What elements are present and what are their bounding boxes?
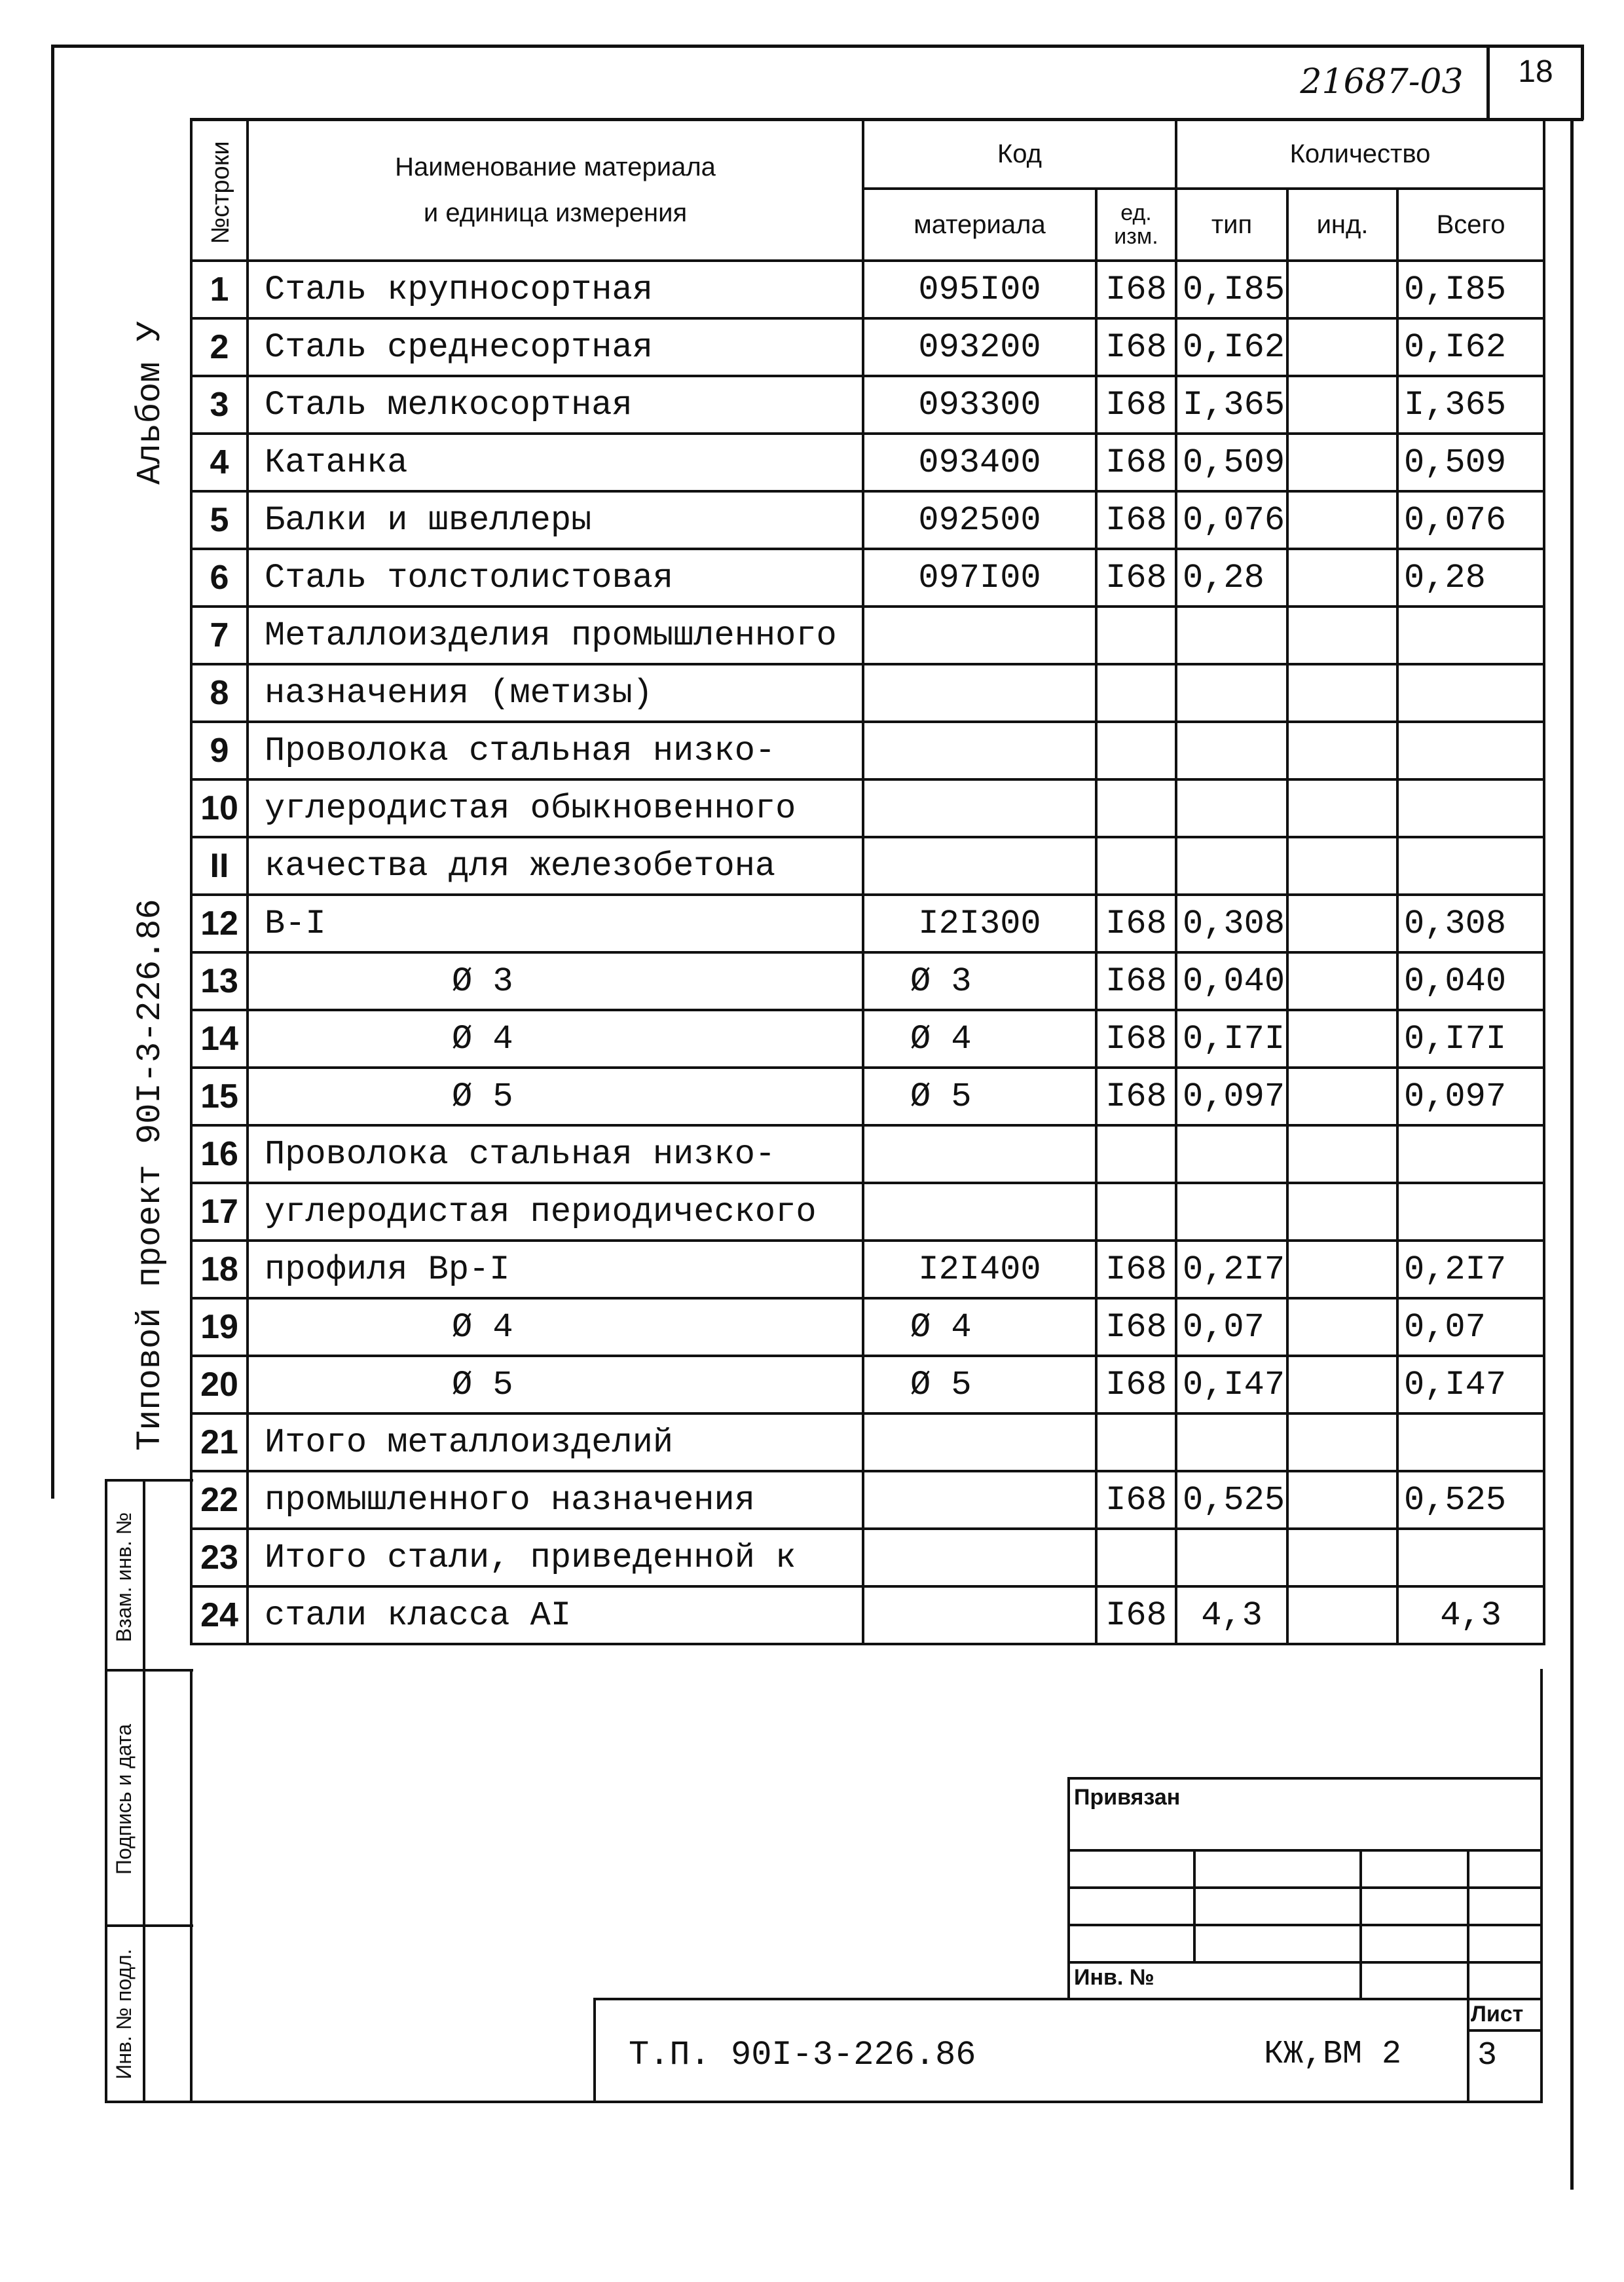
qty-ind [1287,1183,1397,1241]
table-row [191,1068,1544,1125]
qty-type [1176,837,1287,895]
unit-code: I68 [1096,491,1176,549]
row-number: 12 [191,895,248,952]
qty-ind [1287,1413,1397,1471]
table-row [191,376,1544,434]
unit-code [1096,664,1176,722]
qty-ind [1287,261,1397,318]
row-number: 21 [191,1413,248,1471]
stamp-label-replace-inv: Взам. инв. № [112,1512,136,1643]
qty-type: 0,I62 [1176,318,1287,376]
qty-ind [1287,1068,1397,1125]
material-code [863,1183,1096,1241]
row-number: II [191,837,248,895]
tb-hline-4 [1067,1961,1543,1964]
header-quantity: Количество [1176,119,1544,189]
material-code: 097I00 [863,549,1096,607]
qty-total: 0,040 [1397,952,1544,1010]
qty-ind [1287,607,1397,664]
material-name: Балки и швеллеры [248,491,863,549]
table-row [191,1183,1544,1241]
unit-code [1096,837,1176,895]
table-row [191,895,1544,952]
material-code: 092500 [863,491,1096,549]
qty-type [1176,664,1287,722]
qty-total: 0,525 [1397,1471,1544,1529]
sheet-value: 3 [1477,2037,1498,2074]
qty-type [1176,1183,1287,1241]
material-name: Сталь крупносортная [248,261,863,318]
qty-type [1176,1529,1287,1586]
table-row [191,837,1544,895]
qty-ind [1287,895,1397,952]
material-code: I2I300 [863,895,1096,952]
table-row [191,1010,1544,1068]
qty-ind [1287,1241,1397,1298]
qty-type [1176,779,1287,837]
qty-ind [1287,952,1397,1010]
qty-total [1397,1183,1544,1241]
frame-left-line [51,45,54,1499]
row-number: 7 [191,607,248,664]
table-row [191,722,1544,779]
qty-ind [1287,1586,1397,1644]
qty-type: 0,2I7 [1176,1241,1287,1298]
row-number: 4 [191,434,248,491]
row-number: 15 [191,1068,248,1125]
frame-top-line [51,45,1583,48]
material-name: В-I [248,895,863,952]
qty-type: 0,076 [1176,491,1287,549]
material-code: Ø 5 [863,1356,1096,1413]
table-row [191,434,1544,491]
row-number: 17 [191,1183,248,1241]
material-code: 095I00 [863,261,1096,318]
qty-total [1397,722,1544,779]
qty-ind [1287,1471,1397,1529]
unit-code: I68 [1096,952,1176,1010]
qty-total: 0,308 [1397,895,1544,952]
qty-total [1397,1529,1544,1586]
qty-type: 0,509 [1176,434,1287,491]
qty-total [1397,1125,1544,1183]
material-name: профиля Вр-I [248,1241,863,1298]
stamp-label-inv-original: Инв. № подл. [112,1949,136,2080]
qty-type: 0,I85 [1176,261,1287,318]
stamp-divider-col [143,1479,145,2103]
qty-ind [1287,549,1397,607]
material-name: Ø 5 [248,1356,863,1413]
material-name: Сталь среднесортная [248,318,863,376]
unit-code: I68 [1096,895,1176,952]
qty-total [1397,607,1544,664]
material-code: Ø 5 [863,1068,1096,1125]
qty-type: 0,308 [1176,895,1287,952]
unit-code: I68 [1096,376,1176,434]
header-code-unit: ед. изм. [1096,189,1176,261]
qty-type: I,365 [1176,376,1287,434]
material-code [863,664,1096,722]
album-label: Альбом У [131,321,170,485]
header-row-no: №строки [191,119,248,261]
unit-code: I68 [1096,1068,1176,1125]
header-qty-ind: инд. [1287,189,1397,261]
qty-ind [1287,837,1397,895]
unit-code [1096,607,1176,664]
doc-code: 21687-03 [1300,62,1464,102]
qty-ind [1287,376,1397,434]
row-number: 19 [191,1298,248,1356]
material-code: Ø 3 [863,952,1096,1010]
table-row [191,491,1544,549]
stamp-label-signature-date: Подпись и дата [112,1723,136,1875]
qty-total [1397,664,1544,722]
material-code [863,1125,1096,1183]
qty-ind [1287,1010,1397,1068]
table-row [191,1125,1544,1183]
qty-type: 0,28 [1176,549,1287,607]
table-row [191,1586,1544,1644]
unit-code [1096,779,1176,837]
row-number: 14 [191,1010,248,1068]
material-name: промышленного назначения [248,1471,863,1529]
table-row [191,607,1544,664]
material-code: Ø 4 [863,1010,1096,1068]
qty-ind [1287,664,1397,722]
qty-total: 0,07 [1397,1298,1544,1356]
row-number: 20 [191,1356,248,1413]
material-code: I2I400 [863,1241,1096,1298]
qty-total: 0,I62 [1397,318,1544,376]
qty-type: 0,040 [1176,952,1287,1010]
material-name: Ø 4 [248,1010,863,1068]
header-name: Наименование материала и единица измерения [248,119,863,261]
qty-total: 4,3 [1397,1586,1544,1644]
unit-code [1096,1125,1176,1183]
qty-total: I,365 [1397,376,1544,434]
row-number: 24 [191,1586,248,1644]
qty-type [1176,1413,1287,1471]
table-row [191,318,1544,376]
qty-ind [1287,491,1397,549]
qty-total: 0,I47 [1397,1356,1544,1413]
material-name: углеродистая периодического [248,1183,863,1241]
row-number: 18 [191,1241,248,1298]
qty-type [1176,607,1287,664]
unit-code: I68 [1096,1298,1176,1356]
qty-type [1176,1125,1287,1183]
row-number: 10 [191,779,248,837]
material-name: Проволока стальная низко- [248,1125,863,1183]
qty-total: 0,28 [1397,549,1544,607]
qty-type: 0,07 [1176,1298,1287,1356]
unit-code: I68 [1096,434,1176,491]
material-code: 093400 [863,434,1096,491]
qty-type: 0,I7I [1176,1010,1287,1068]
material-name: качества для железобетона [248,837,863,895]
material-name: Ø 3 [248,952,863,1010]
material-code [863,779,1096,837]
qty-ind [1287,1298,1397,1356]
unit-code: I68 [1096,261,1176,318]
qty-total: 0,I7I [1397,1010,1544,1068]
table-row [191,664,1544,722]
qty-total: 0,076 [1397,491,1544,549]
unit-code: I68 [1096,1241,1176,1298]
table-row [191,1356,1544,1413]
material-code [863,837,1096,895]
material-name: Итого металлоизделий [248,1413,863,1471]
qty-ind [1287,1356,1397,1413]
row-number: 22 [191,1471,248,1529]
qty-ind [1287,722,1397,779]
material-code: 093200 [863,318,1096,376]
materials-table [190,118,1545,1645]
material-code [863,607,1096,664]
unit-code [1096,1183,1176,1241]
row-number: 13 [191,952,248,1010]
unit-code [1096,1413,1176,1471]
material-code [863,1471,1096,1529]
row-number: 3 [191,376,248,434]
sheet-number: 18 [1518,54,1553,89]
material-name: назначения (метизы) [248,664,863,722]
material-name: Сталь толстолистовая [248,549,863,607]
qty-total [1397,1413,1544,1471]
table-row [191,1298,1544,1356]
material-code: Ø 4 [863,1298,1096,1356]
qty-type: 0,097 [1176,1068,1287,1125]
material-code: 093300 [863,376,1096,434]
qty-total: 0,2I7 [1397,1241,1544,1298]
material-name: Итого стали, приведенной к [248,1529,863,1586]
table-row [191,1413,1544,1471]
material-code [863,1586,1096,1644]
unit-code: I68 [1096,318,1176,376]
qty-ind [1287,318,1397,376]
bound-label: Привязан [1074,1785,1181,1810]
table-row [191,1471,1544,1529]
table-row [191,1241,1544,1298]
header-qty-total: Всего [1397,189,1544,261]
material-code [863,1413,1096,1471]
qty-type: 0,I47 [1176,1356,1287,1413]
tb-hline-2 [1067,1886,1543,1889]
tb-vline-1 [1193,1849,1196,1961]
sheet-label: Лист [1471,2002,1524,2027]
material-name: стали класса АI [248,1586,863,1644]
drawing-mark: КЖ,ВМ 2 [1264,2036,1402,2073]
material-name: Проволока стальная низко- [248,722,863,779]
material-name: углеродистая обыкновенного [248,779,863,837]
unit-code [1096,1529,1176,1586]
sheet-cell-divider [1467,2029,1543,2032]
unit-code: I68 [1096,1471,1176,1529]
header-code: Код [863,119,1176,189]
tb-hline-1 [1067,1849,1543,1852]
table-row [191,261,1544,318]
unit-code: I68 [1096,1586,1176,1644]
qty-type [1176,722,1287,779]
row-number: 5 [191,491,248,549]
material-name: Ø 5 [248,1068,863,1125]
qty-total: 0,509 [1397,434,1544,491]
qty-total: 0,I85 [1397,261,1544,318]
table-row [191,779,1544,837]
qty-ind [1287,779,1397,837]
tb-hline-3 [1067,1924,1543,1926]
material-name: Ø 4 [248,1298,863,1356]
material-name: Металлоизделия промышленного [248,607,863,664]
project-designation: Т.П. 90I-3-226.86 [629,2036,976,2074]
table-row [191,549,1544,607]
header-code-material: материала [863,189,1096,261]
material-name: Катанка [248,434,863,491]
unit-code: I68 [1096,549,1176,607]
row-number: 8 [191,664,248,722]
qty-ind [1287,434,1397,491]
inv-label: Инв. № [1074,1965,1154,1990]
qty-total [1397,837,1544,895]
unit-code: I68 [1096,1010,1176,1068]
material-code [863,1529,1096,1586]
header-qty-type: тип [1176,189,1287,261]
material-name: Сталь мелкосортная [248,376,863,434]
qty-type: 0,525 [1176,1471,1287,1529]
unit-code [1096,722,1176,779]
frame-right-long-line [1570,120,1574,2190]
row-number: 2 [191,318,248,376]
qty-total [1397,779,1544,837]
row-number: 9 [191,722,248,779]
qty-ind [1287,1125,1397,1183]
material-code [863,722,1096,779]
project-label: Типовой проект 90I-3-226.86 [131,899,170,1451]
table-row [191,1529,1544,1586]
row-number: 1 [191,261,248,318]
tb-vline-2 [1359,1849,1362,2000]
row-number: 23 [191,1529,248,1586]
row-number: 16 [191,1125,248,1183]
qty-total: 0,097 [1397,1068,1544,1125]
qty-type: 4,3 [1176,1586,1287,1644]
row-number: 6 [191,549,248,607]
qty-ind [1287,1529,1397,1586]
unit-code: I68 [1096,1356,1176,1413]
table-row [191,952,1544,1010]
